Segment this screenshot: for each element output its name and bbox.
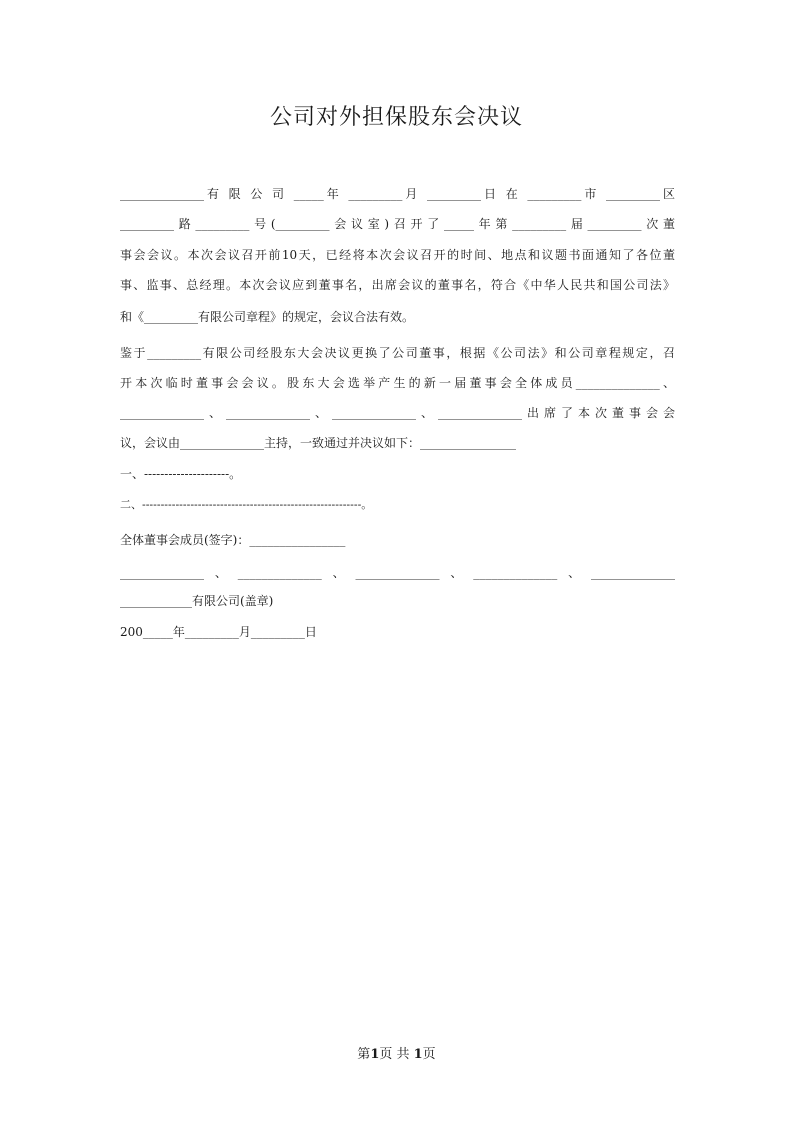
signature-blanks: ______________、______________、______________、______________、______________ <box>120 566 675 580</box>
body-line-meeting-date: ______________有 限 公 司 _____年 _________月 _________日 在 _________市 _________区 <box>120 187 675 201</box>
signing-date-line: 200_____年_________月_________日 <box>120 625 317 639</box>
document-title: 公司对外担保股东会决议 <box>269 105 523 130</box>
body-line-board-members-cont: ______________、______________、______________、______________出席了本次董事会会 <box>120 406 675 420</box>
current-page-number: 1 <box>370 1047 380 1062</box>
company-seal-line: ____________有限公司(盖章) <box>120 594 274 608</box>
body-line-board-members: 开本次临时董事会会议。股东大会选举产生的新一届董事会全体成员______________、 <box>120 376 675 390</box>
resolution-item-1: 一、---------------------。 <box>120 467 242 481</box>
body-line-notice: 事会会议。本次会议召开前10天，已经将本次会议召开的时间、地点和议题书面通知了各位董 <box>120 248 675 262</box>
footer-suffix: 页 <box>422 1047 436 1062</box>
signature-label: 全体董事会成员(签字)：________________ <box>120 533 346 547</box>
footer-prefix: 第 <box>357 1047 371 1062</box>
footer-middle: 页 共 <box>379 1047 414 1062</box>
page-footer <box>0 1043 793 1062</box>
body-line-chair: 议，会议由______________主持，一致通过并决议如下：________________ <box>120 436 517 450</box>
body-line-whereas: 鉴于_________有限公司经股东大会决议更换了公司董事，根据《公司法》和公司章程规定，召 <box>120 346 675 360</box>
body-line-attendance: 事、监事、总经理。本次会议应到董事名，出席会议的董事名，符合《中华人民共和国公司法》 <box>120 278 675 292</box>
body-line-legality: 和《_________有限公司章程》的规定，会议合法有效。 <box>120 310 415 324</box>
resolution-item-2: 二、-----------------------------------------------------------。 <box>120 498 373 511</box>
total-pages-number: 1 <box>413 1047 423 1062</box>
body-line-meeting-place: _________路_________号(_________会议室)召开了_____年第_________届_________次董 <box>120 217 675 231</box>
